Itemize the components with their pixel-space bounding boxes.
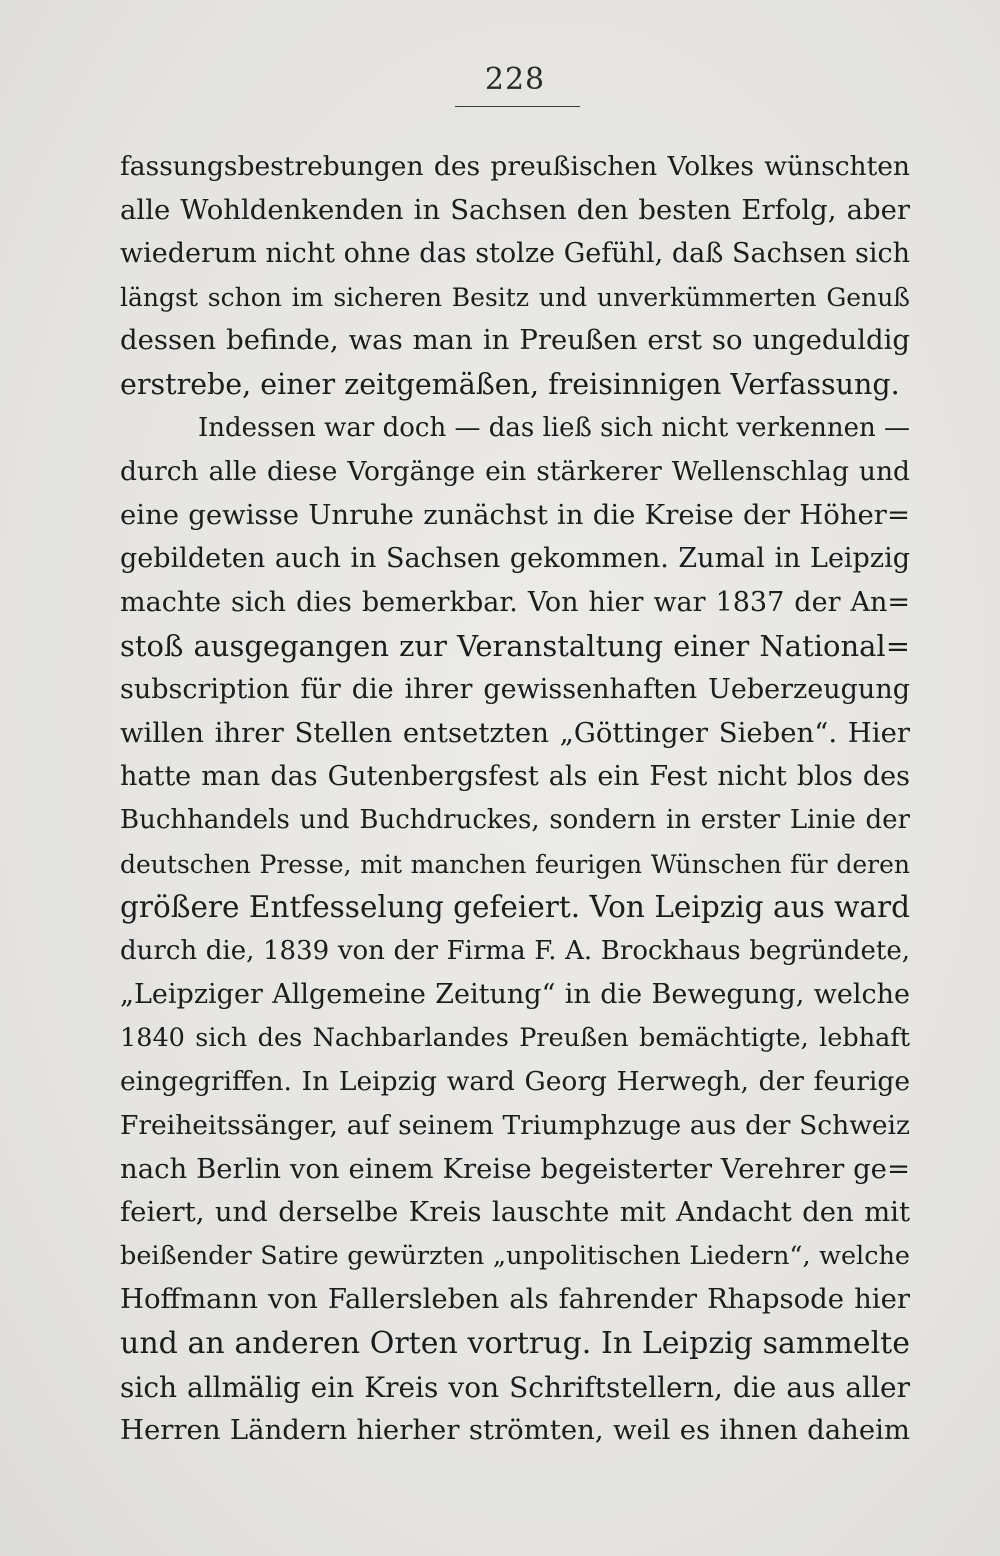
page-number: 228 bbox=[484, 62, 546, 97]
text-line: größere Entfesselung gefeiert. Von Leipzig aus ward bbox=[120, 890, 910, 925]
text-line: gebildeten auch in Sachsen gekommen. Zumal in Leipzig bbox=[120, 543, 910, 575]
paragraph-first-line: Indessen war doch — das ließ sich nicht verkennen — bbox=[198, 412, 910, 443]
text-line: und an anderen Orten vortrug. In Leipzig sammelte bbox=[120, 1326, 910, 1362]
text-line: Freiheitssänger, auf seinem Triumphzuge aus der Schweiz bbox=[120, 1110, 910, 1142]
text-line: erstrebe, einer zeitgemäßen, freisinnigen Verfassung. bbox=[120, 367, 900, 401]
text-line: alle Wohldenkenden in Sachsen den besten Erfolg, aber bbox=[120, 193, 910, 226]
text-line: hatte man das Gutenbergsfest als ein Fest nicht blos des bbox=[120, 761, 910, 793]
text-line: eingegriffen. In Leipzig ward Georg Herwegh, der feurige bbox=[120, 1066, 910, 1098]
text-line: durch die, 1839 von der Firma F. A. Brockhaus begründete, bbox=[120, 935, 910, 966]
text-line: machte sich dies bemerkbar. Von hier war 1837 der An= bbox=[120, 586, 910, 618]
text-line: stoß ausgegangen zur Veranstaltung einer National= bbox=[120, 628, 910, 663]
text-line: Buchhandels und Buchdruckes, sondern in erster Linie der bbox=[120, 804, 910, 835]
text-line: durch alle diese Vorgänge ein stärkerer Wellenschlag und bbox=[120, 456, 910, 488]
text-line: Herren Ländern hierher strömten, weil es ihnen daheim bbox=[120, 1414, 910, 1447]
text-line: willen ihrer Stellen entsetzten „Göttinger Sieben“. Hier bbox=[120, 716, 910, 749]
text-line: eine gewisse Unruhe zunächst in die Kreise der Höher= bbox=[120, 498, 910, 531]
text-line: dessen befinde, was man in Preußen erst so ungeduldig bbox=[120, 324, 910, 357]
text-line: längst schon im sicheren Besitz und unverkümmerten Genuß bbox=[120, 282, 910, 312]
text-line: Hoffmann von Fallersleben als fahrender Rhapsode hier bbox=[120, 1283, 910, 1316]
text-line: fassungsbestrebungen des preußischen Volkes wünschten bbox=[120, 151, 910, 182]
text-line: beißender Satire gewürzten „unpolitischen Liedern“, welche bbox=[120, 1240, 910, 1271]
text-line: 1840 sich des Nachbarlandes Preußen bemächtigte, lebhaft bbox=[120, 1022, 910, 1053]
text-line: sich allmälig ein Kreis von Schriftstellern, die aus aller bbox=[120, 1370, 910, 1404]
text-line: subscription für die ihrer gewissenhaften Ueberzeugung bbox=[120, 674, 910, 706]
text-line: „Leipziger Allgemeine Zeitung“ in die Bewegung, welche bbox=[120, 979, 910, 1011]
text-line: nach Berlin von einem Kreise begeisterter Verehrer ge= bbox=[120, 1152, 910, 1185]
text-line: feiert, und derselbe Kreis lauschte mit Andacht den mit bbox=[120, 1196, 910, 1229]
page-number-rule bbox=[455, 106, 580, 107]
text-line: deutschen Presse, mit manchen feurigen Wünschen für deren bbox=[120, 849, 910, 879]
body-text bbox=[120, 145, 910, 1453]
text-line: wiederum nicht ohne das stolze Gefühl, daß Sachsen sich bbox=[120, 238, 910, 270]
